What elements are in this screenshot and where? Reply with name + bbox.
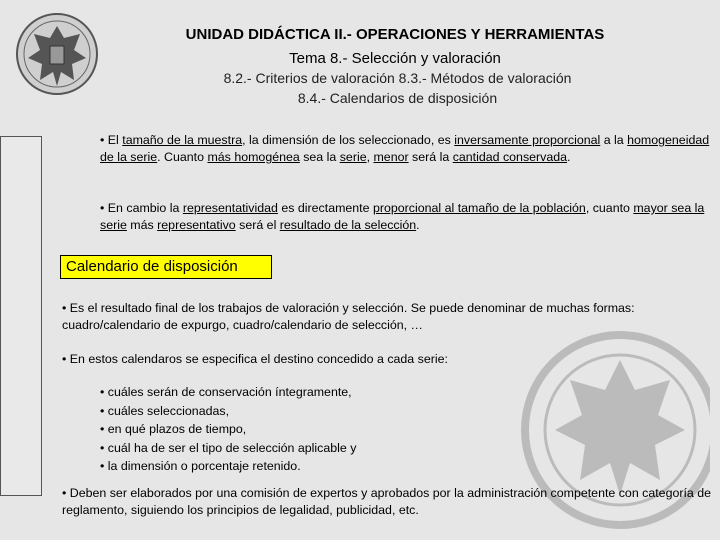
left-frame (0, 136, 42, 496)
page-title: UNIDAD DIDÁCTICA II.- OPERACIONES Y HERRAMIENTAS (185, 26, 605, 43)
definition-paragraph: • Es el resultado final de los trabajos de valoración y selección. Se puede denominar de muchas formas: cuadro/calendario de expurgo, cuadro/calendario de selección, … (62, 301, 635, 332)
specification-paragraph: • En estos calendaros se especifica el destino concedido a cada serie: (62, 352, 448, 366)
topics (130, 68, 665, 108)
list-item: • en qué plazos de tiempo, (100, 422, 247, 436)
sample-size-paragraph: • El tamaño de la muestra, la dimensión de los seleccionado, es inversamente proporcional a la homogeneidad de la serie. Cuanto más homogénea sea la serie, menor será la cantidad conservada. (100, 133, 710, 164)
list-item: • la dimensión o porcentaje retenido. (100, 459, 301, 473)
page-subtitle: Tema 8.- Selección y valoración (289, 50, 501, 67)
list-item: • cuáles serán de conservación íntegramente, (100, 385, 352, 399)
university-crest-icon (14, 8, 100, 100)
list-item: • cuál ha de ser el tipo de selección aplicable y (100, 440, 357, 455)
topics-line: 8.4.- Calendarios de disposición (297, 90, 498, 106)
list-item: • cuáles seleccionadas, (100, 403, 230, 418)
elaboration-paragraph: • Deben ser elaborados por una comisión de expertos y aprobados por la administración competente con categoría de reglamento, siguiendo los principios de legalidad, publicidad, etc. (62, 486, 712, 517)
section-heading: Calendario de disposición (60, 255, 272, 279)
destination-list (100, 383, 356, 476)
topics-line: 8.2.- Criterios de valoración 8.3.- Métodos de valoración (223, 70, 572, 86)
representativity-paragraph: • En cambio la representatividad es directamente proporcional al tamaño de la población, cuanto mayor sea la serie más representativo será el resultado de la selección. (100, 201, 705, 232)
